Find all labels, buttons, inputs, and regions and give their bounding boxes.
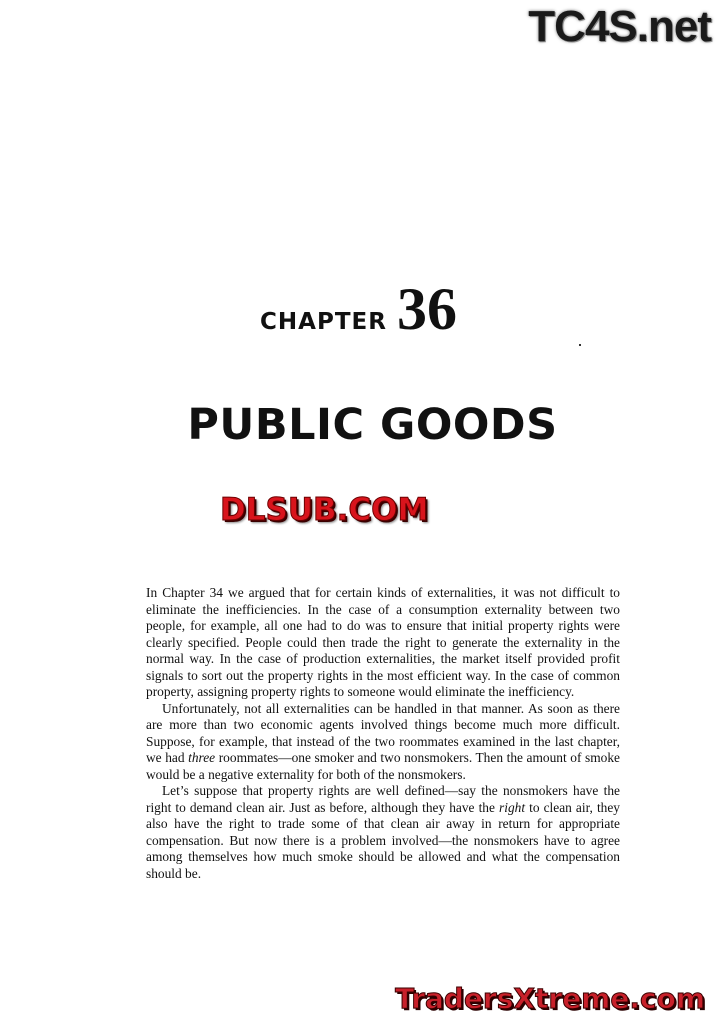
body-text bbox=[146, 585, 620, 882]
paragraph-2-after: roommates—one smoker and two nonsmokers. Then the amount of smoke would be a negative externality for both of the nonsmokers. bbox=[146, 750, 620, 782]
paragraph-2 bbox=[146, 701, 620, 784]
paragraph-3-emphasis: right bbox=[499, 799, 526, 815]
chapter-label: CHAPTER bbox=[260, 309, 387, 335]
paragraph-3 bbox=[146, 783, 620, 882]
paragraph-2-emphasis: three bbox=[188, 750, 216, 765]
chapter-number: 36 bbox=[396, 276, 457, 342]
paragraph-3-after: to clean air, they also have the right to trade some of that clean air away in return for appropriate compensation. But now there is a problem involved—the nonsmokers have to agree among themselves how much smoke should be allowed and what the compensation should be. bbox=[146, 799, 620, 881]
paragraph-1: In Chapter 34 we argued that for certain kinds of externalities, it was not difficult to eliminate the inefficiencies. In the case of a consumption externality between two people, for example, all one had to do was to ensure that initial property rights were clearly specified. People could then trade the right to generate the externality in the normal way. In the case of production externalities, the market itself provided profit signals to sort out the property rights in the most efficient way. In the case of common property, assigning property rights to someone would eliminate the inefficiency. bbox=[146, 585, 620, 699]
watermark-bottom: TradersXtreme.com bbox=[395, 982, 705, 1015]
paragraph-2-before: Unfortunately, not all externalities can be handled in that manner. As soon as there are more than two economic agents involved things become much more difficult. Suppose, for example, that instead of the two roommates examined in the last chapter, we had bbox=[146, 700, 620, 765]
scan-speck bbox=[579, 344, 581, 346]
paragraph-3-before: Let’s suppose that property rights are well defined—say the nonsmokers have the right to demand clean air. Just as before, although they have the bbox=[146, 783, 620, 815]
chapter-heading bbox=[0, 275, 717, 344]
chapter-title: PUBLIC GOODS bbox=[187, 400, 558, 450]
watermark-top: TC4S.net bbox=[528, 2, 711, 51]
watermark-middle: DLSUB.COM bbox=[220, 492, 429, 528]
